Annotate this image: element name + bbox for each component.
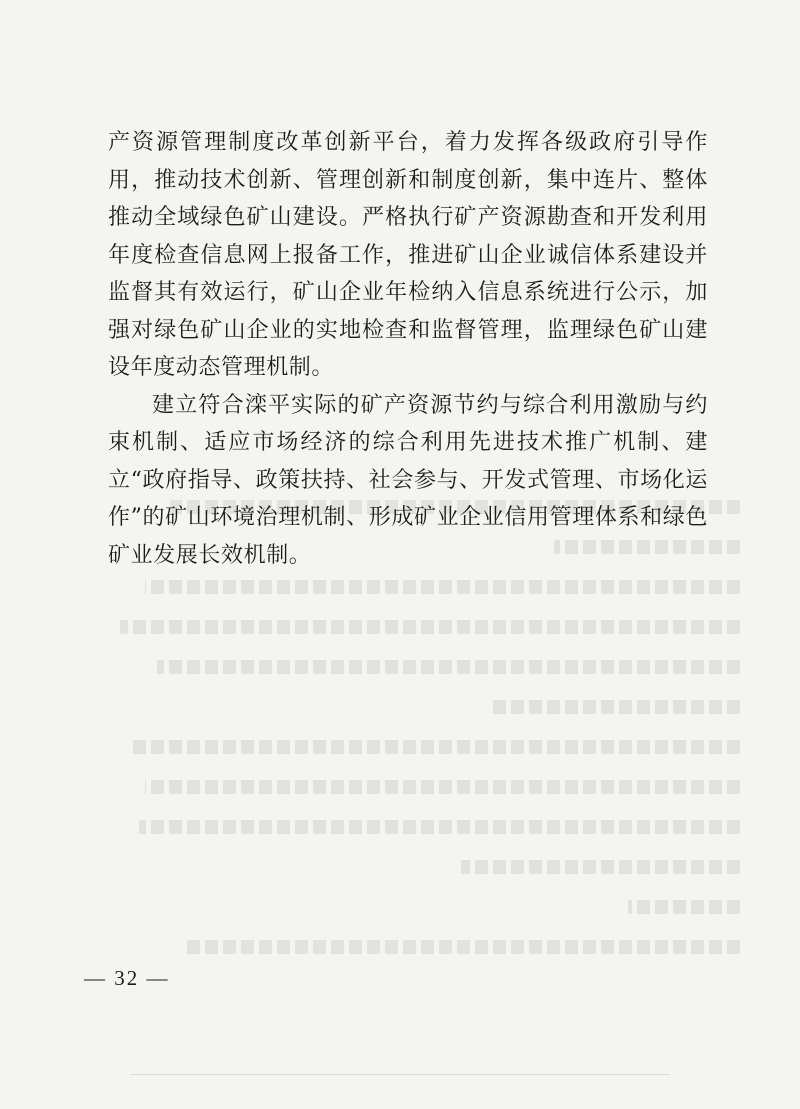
paragraph-1: 产资源管理制度改革创新平台，着力发挥各级政府引导作用，推动技术创新、管理创新和制度创新，集中连片、整体推动全域绿色矿山建设。严格执行矿产资源勘查和开发利用年度检查信息网上报备工作，推进矿山企业诚信体系建设并监督其有效运行，矿山企业年检纳入信息系统进行公示，加强对绿色矿山企业的实地检查和监督管理，监理绿色矿山建设年度动态管理机制。 <box>108 130 708 380</box>
page-number: — 32 — <box>84 966 170 990</box>
scan-edge-line <box>130 1074 670 1075</box>
body-text <box>108 124 708 574</box>
paragraph-2: 建立符合滦平实际的矿产资源节约与综合利用激励与约束机制、适应市场经济的综合利用先进技术推广机制、建立“政府指导、政策扶持、社会参与、开发式管理、市场化运作”的矿山环境治理机制、形成矿业企业信用管理体系和绿色矿业发展长效机制。 <box>108 392 708 568</box>
